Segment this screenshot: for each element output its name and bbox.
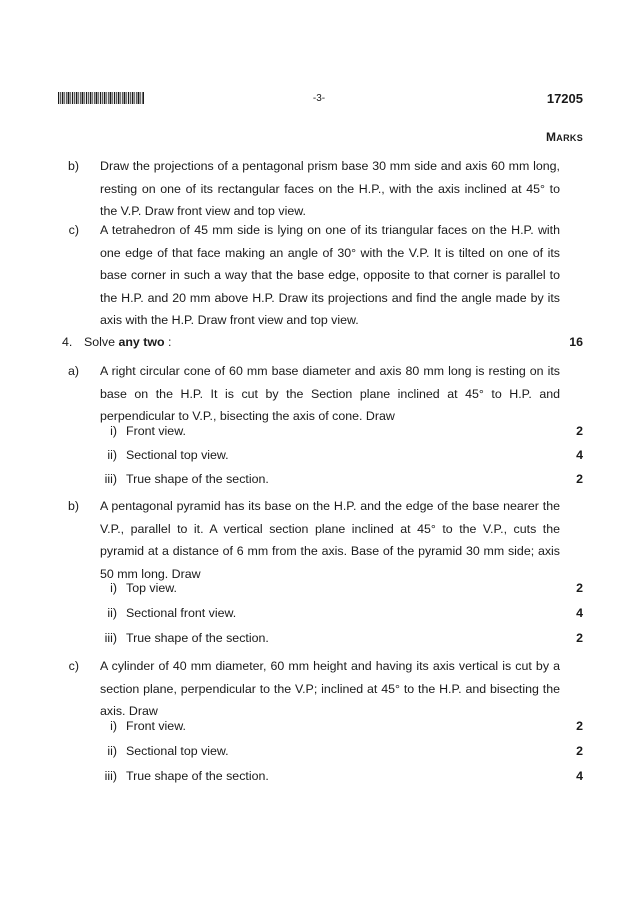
q4b-sub-i-marks: 2 xyxy=(576,581,583,595)
q4a-sub-i-marks: 2 xyxy=(576,424,583,438)
q4c-sub-iii-marks: 4 xyxy=(576,769,583,783)
q4b-sub-iii-text: True shape of the section. xyxy=(126,631,269,645)
q4c-sub-i-marks: 2 xyxy=(576,719,583,733)
q4a-sub-iii-num: iii) xyxy=(104,472,117,486)
paper-code: 17205 xyxy=(546,91,583,106)
q4c-sub-ii-text: Sectional top view. xyxy=(126,744,229,758)
page-number: -3- xyxy=(312,93,326,104)
q4b-text: A pentagonal pyramid has its base on the H.P. and the edge of the base nearer the V.P., parallel to it. A vertical section plane inclined at 45° to the V.P., cuts the pyramid at a distance of 6 mm from the axis. Base of the pyramid 30 mm side; axis 50 mm long. Draw xyxy=(100,499,560,581)
q3c-text: A tetrahedron of 45 mm side is lying on one of its triangular faces on the H.P. with one edge of that face making an angle of 30° with the V.P. It is tilted on one of its base corner in such a way that the base edge, opposite to that corner is parallel to the H.P. and 20 mm above H.P. Draw its projections and find the angle made by its axis with the H.P. Draw front view and top view. xyxy=(100,223,560,327)
marks-heading: MARKS xyxy=(546,130,583,144)
q4a-sub-iii-text: True shape of the section. xyxy=(126,472,269,486)
q4a-sub-ii-num: ii) xyxy=(107,448,117,462)
q4a-label: a) xyxy=(67,364,79,378)
q4b-sub-i-num: i) xyxy=(110,581,117,595)
q4c-label: c) xyxy=(68,659,79,673)
q4b-sub-ii-marks: 4 xyxy=(576,606,583,620)
q4b-sub-ii-text: Sectional front view. xyxy=(126,606,237,620)
q3b-text: Draw the projections of a pentagonal prism base 30 mm side and axis 60 mm long, resting on one of its rectangular faces on the H.P., with the axis inclined at 45° to the V.P. Draw front view and top view. xyxy=(100,159,560,218)
q4a-text: A right circular cone of 60 mm base diameter and axis 80 mm long is resting on its base on the H.P. It is cut by the Section plane inclined at 45° to H.P. and perpendicular to V.P., bisecting the axis of cone. Draw xyxy=(100,364,560,423)
q4b-sub-i-text: Top view. xyxy=(126,581,177,595)
q4c-text: A cylinder of 40 mm diameter, 60 mm height and having its axis vertical is cut by a section plane, perpendicular to the V.P; inclined at 45° to the H.P. and bisecting the axis. Draw xyxy=(100,659,560,718)
q4c-sub-i-text: Front view. xyxy=(126,719,186,733)
q4b-sub-iii-num: iii) xyxy=(104,631,117,645)
q4a-sub-ii-text: Sectional top view. xyxy=(126,448,229,462)
q4-instruction: Solve any two : xyxy=(84,335,172,349)
q4a-sub-i-num: i) xyxy=(110,424,117,438)
q4-total-marks: 16 xyxy=(569,335,583,349)
q4c-sub-ii-marks: 2 xyxy=(576,744,583,758)
q3c-label: c) xyxy=(68,223,79,237)
q4-number: 4. xyxy=(62,335,73,349)
q4c-sub-i-num: i) xyxy=(110,719,117,733)
q4b-sub-iii-marks: 2 xyxy=(576,631,583,645)
q4b-sub-ii-num: ii) xyxy=(107,606,117,620)
q4b-label: b) xyxy=(67,499,79,513)
q3b-label: b) xyxy=(67,159,79,173)
q4a-sub-iii-marks: 2 xyxy=(576,472,583,486)
q4a-sub-i-text: Front view. xyxy=(126,424,186,438)
q4c-sub-iii-text: True shape of the section. xyxy=(126,769,269,783)
q4a-sub-ii-marks: 4 xyxy=(576,448,583,462)
q4c-sub-ii-num: ii) xyxy=(107,744,117,758)
q4c-sub-iii-num: iii) xyxy=(104,769,117,783)
